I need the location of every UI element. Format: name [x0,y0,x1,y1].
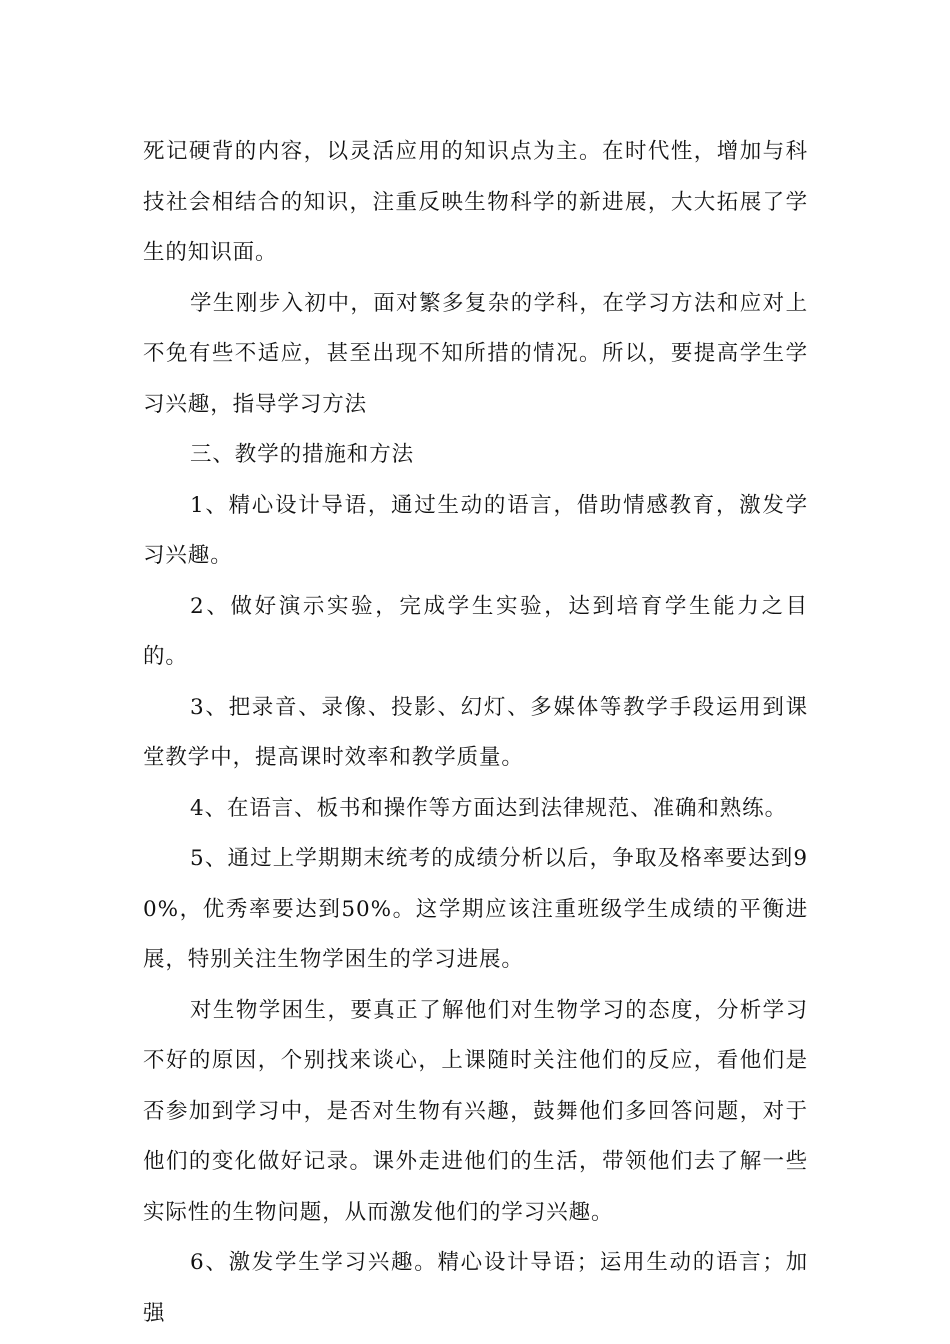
list-item-2: 2、做好演示实验，完成学生实验，达到培育学生能力之目的。 [143,593,808,669]
list-item-4: 4、在语言、板书和操作等方面达到法律规范、准确和熟练。 [190,795,787,821]
paragraph-struggling-students: 对生物学困生，要真正了解他们对生物学习的态度，分析学习不好的原因，个别找来谈心，上课随时关注他们的反应，看他们是否参加到学习中，是否对生物有兴趣，鼓舞他们多回答问题，对于他们的变化做好记录。课外走进他们的生活，带领他们去了解一些实际性的生物问题，从而激发他们的学习兴趣。 [143,997,808,1225]
paragraph-continuation: 死记硬背的内容，以灵活应用的知识点为主。在时代性，增加与科技社会相结合的知识，注重反映生物科学的新进展，大大拓展了学生的知识面。 [143,139,808,265]
document-body [143,127,808,1339]
list-item-6: 6、激发学生学习兴趣。精心设计导语；运用生动的语言；加强 [143,1250,808,1326]
section-heading-measures: 三、教学的措施和方法 [190,442,415,467]
list-item-3: 3、把录音、录像、投影、幻灯、多媒体等教学手段运用到课堂教学中，提高课时效率和教学质量。 [143,694,808,770]
paragraph-student-adaptation: 学生刚步入初中，面对繁多复杂的学科，在学习方法和应对上不免有些不适应，甚至出现不知所措的情况。所以，要提高学生学习兴趣，指导学习方法 [143,290,808,417]
list-item-5: 5、通过上学期期末统考的成绩分析以后，争取及格率要达到90%，优秀率要达到50%。这学期应该注重班级学生成绩的平衡进展，特别关注生物学困生的学习进展。 [143,846,808,972]
list-item-1: 1、精心设计导语，通过生动的语言，借助情感教育，激发学习兴趣。 [143,492,808,568]
